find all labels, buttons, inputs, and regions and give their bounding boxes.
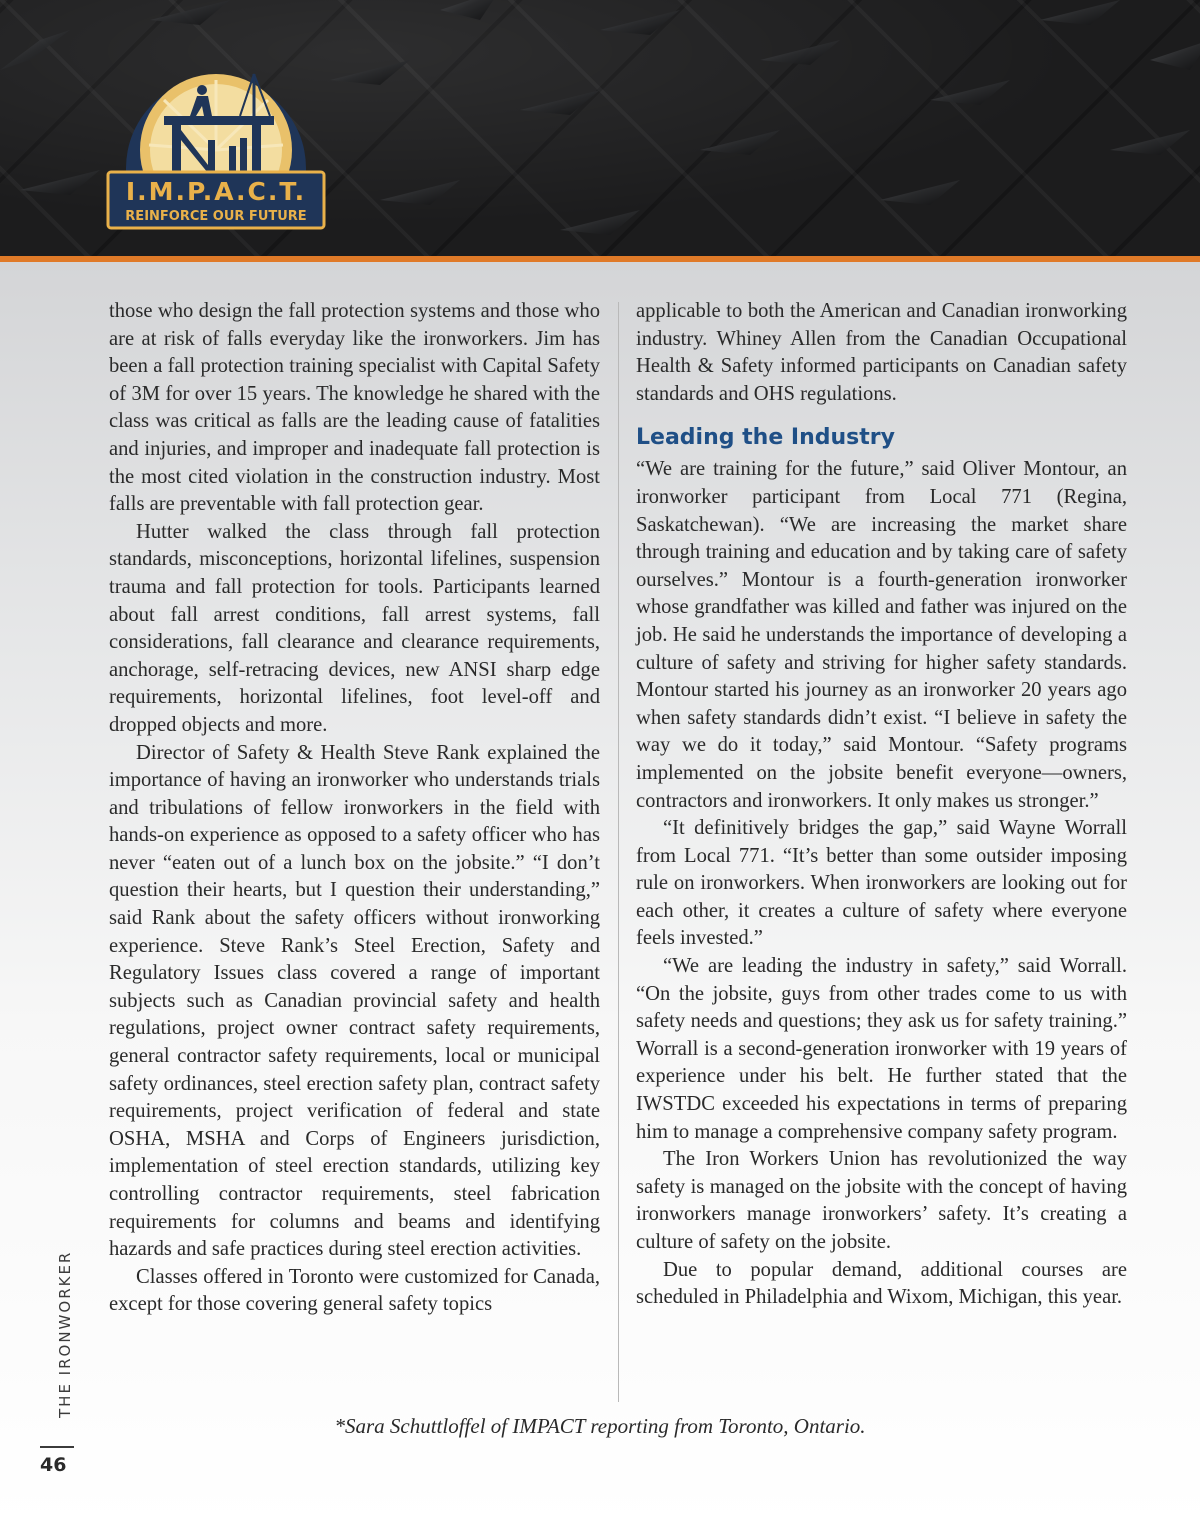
- logo-title: I.M.P.A.C.T.: [125, 177, 307, 206]
- publication-name: THE IRONWORKER: [56, 1250, 74, 1418]
- paragraph: Classes offered in Toronto were customized for Canada, except for those covering general safety topics: [109, 1265, 600, 1316]
- paragraph: applicable to both the American and Canadian ironworking industry. Whiney Allen from the Canadian Occupational Health & Safety informed participants on Canadian safety standards and OHS regulations.: [636, 300, 1127, 405]
- article-column-right: [636, 298, 1127, 1312]
- header-banner: [0, 0, 1200, 256]
- footer-rule: [40, 1446, 74, 1448]
- paragraph: “We are leading the industry in safety,” said Worrall. “On the jobsite, guys from other trades come to us with safety needs and questions; they ask us for safety training.” Worrall is a second-generation ironworker with 19 years of experience under his belt. He further stated that the IWSTDC exceeded his expectations in terms of preparing him to manage a comprehensive company safety program.: [636, 955, 1127, 1143]
- section-heading: Leading the Industry: [636, 425, 895, 451]
- impact-logo: [104, 50, 328, 234]
- paragraph: Hutter walked the class through fall protection standards, misconceptions, horizontal lifelines, suspension trauma and fall protection for tools. Participants learned about fall arrest conditions, fall arrest systems, fall considerations, fall clearance and clearance requirements, anchorage, self-retracing devices, new ANSI sharp edge requirements, horizontal lifelines, foot level-off and dropped objects and more.: [109, 520, 600, 736]
- paragraph: Due to popular demand, additional courses are scheduled in Philadelphia and Wixom, Michigan, this year.: [636, 1258, 1127, 1309]
- article-column-left: [109, 298, 600, 1319]
- paragraph: Director of Safety & Health Steve Rank explained the importance of having an ironworker who understands trials and tribulations of fellow ironworkers in the field with hands-on experience as opposed to a safety officer who has never “eaten out of a lunch box on the jobsite.” “I don’t question their hearts, but I question their understanding,” said Rank about the safety officers without ironworking experience. Steve Rank’s Steel Erection, Safety and Regulatory Issues class covered a range of important subjects such as Canadian provincial safety and health regulations, project owner contract safety requirements, general contractor safety requirements, local or municipal safety ordinances, steel erection safety plan, contract safety requirements, project verification of federal and state OSHA, MSHA and Corps of Engineers jurisdiction, implementation of steel erection standards, utilizing key controlling contractor requirements, steel fabrication requirements for columns and beams and identifying hazards and safe practices during steel erection activities.: [109, 741, 600, 1261]
- page-number: 46: [40, 1454, 67, 1476]
- paragraph: “We are training for the future,” said Oliver Montour, an ironworker participant from Local 771 (Regina, Saskatchewan). “We are increasing the market share through training and education and by taking care of safety ourselves.” Montour is a fourth-generation ironworker whose grandfather was killed and father was injured on the job. He said he understands the importance of developing a culture of safety and striving for higher safety standards. Montour started his journey as an ironworker 20 years ago when safety standards didn’t exist. “I believe in safety the way we do it today,” said Montour. “Safety programs implemented on the jobsite benefit everyone—owners, contractors and ironworkers. It only makes us stronger.”: [636, 458, 1127, 812]
- paragraph: “It definitively bridges the gap,” said Wayne Worrall from Local 771. “It’s better than some outsider imposing rule on ironworkers. When ironworkers are looking out for each other, it creates a culture of safety where everyone feels invested.”: [636, 817, 1127, 950]
- logo-tagline: REINFORCE OUR FUTURE: [125, 209, 307, 224]
- column-divider: [618, 302, 619, 1402]
- author-credit: *Sara Schuttloffel of IMPACT reporting from Toronto, Ontario.: [334, 1414, 866, 1438]
- paragraph: those who design the fall protection systems and those who are at risk of falls everyday like the ironworkers. Jim has been a fall protection training specialist with Capital Safety of 3M for over 15 years. The knowledge he shared with the class was critical as falls are the leading cause of fatalities and injuries, and improper and inadequate fall protection is the most cited violation in the construction industry. Most falls are preventable with fall protection gear.: [109, 300, 600, 516]
- paragraph: The Iron Workers Union has revolutionized the way safety is managed on the jobsite with the concept of having ironworkers manage ironworkers’ safety. It’s creating a culture of safety on the jobsite.: [636, 1148, 1127, 1253]
